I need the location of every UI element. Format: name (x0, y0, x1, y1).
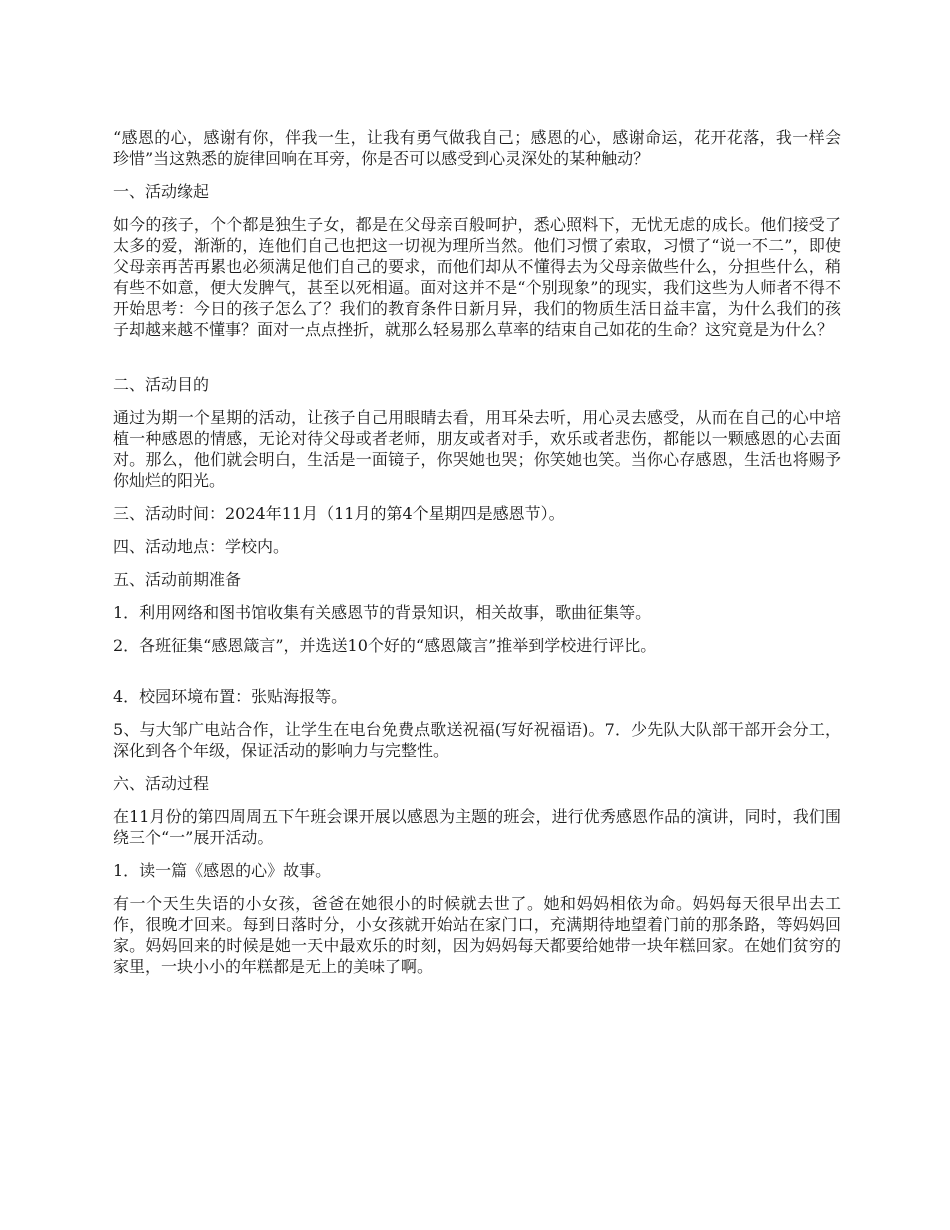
section-heading-origin: 一、活动缘起 (113, 182, 210, 201)
purpose-paragraph: 通过为期一个星期的活动，让孩子自己用眼睛去看，用耳朵去听，用心灵去感受，从而在自己的心中培植一种感恩的情感，无论对待父母或者老师，朋友或者对手，欢乐或者悲伤，都能以一颗感恩的心去面对。那么，他们就会明白，生活是一面镜子，你哭她也哭；你笑她也笑。当你心存感恩，生活也将赐予你灿烂的阳光。 (113, 408, 841, 490)
section-heading-time: 三、活动时间：2024年11月（11月的第4个星期四是感恩节）。 (113, 504, 565, 523)
preparation-item-1: 1．利用网络和图书馆收集有关感恩节的背景知识，相关故事，歌曲征集等。 (113, 603, 652, 622)
document-body (113, 127, 841, 989)
preparation-item-2: 2．各班征集“感恩箴言”，并选送10个好的“感恩箴言”推举到学校进行评比。 (113, 636, 657, 655)
section-heading-location: 四、活动地点：学校内。 (113, 537, 290, 556)
intro-paragraph: “感恩的心，感谢有你，伴我一生，让我有勇气做我自己；感恩的心，感谢命运，花开花落，我一样会珍惜”当这熟悉的旋律回响在耳旁，你是否可以感受到心灵深处的某种触动？ (113, 128, 841, 168)
preparation-item-4: 4．校园环境布置：张贴海报等。 (113, 687, 348, 706)
process-paragraph: 在11月份的第四周周五下午班会课开展以感恩为主题的班会，进行优秀感恩作品的演讲，同时，我们围绕三个“一”展开活动。 (113, 807, 841, 847)
preparation-item-5: 5、与大邹广电站合作，让学生在电台免费点歌送祝福(写好祝福语)。7．少先队大队部干部开会分工，深化到各个年级，保证活动的影响力与完整性。 (113, 720, 841, 760)
section-heading-process: 六、活动过程 (113, 774, 210, 793)
story-paragraph: 有一个天生失语的小女孩，爸爸在她很小的时候就去世了。她和妈妈相依为命。妈妈每天很早出去工作，很晚才回来。每到日落时分，小女孩就开始站在家门口，充满期待地望着门前的那条路，等妈妈回家。妈妈回来的时候是她一天中最欢乐的时刻，因为妈妈每天都要给她带一块年糕回家。在她们贫穷的家里，一块小小的年糕都是无上的美味了啊。 (113, 894, 841, 976)
section-heading-purpose: 二、活动目的 (113, 375, 210, 394)
process-item-1: 1．读一篇《感恩的心》故事。 (113, 861, 332, 880)
section-heading-preparation: 五、活动前期准备 (113, 570, 242, 589)
origin-paragraph: 如今的孩子，个个都是独生子女，都是在父母亲百般呵护，悉心照料下，无忧无虑的成长。他们接受了太多的爱，渐渐的，连他们自己也把这一切视为理所当然。他们习惯了索取，习惯了“说一不二”，即使父母亲再苦再累也必须满足他们自己的要求，而他们却从不懂得去为父母亲做些什么，分担些什么，稍有些不如意，便大发脾气，甚至以死相逼。面对这并不是“个别现象”的现实，我们这些为人师者不得不开始思考：今日的孩子怎么了？我们的教育条件日新月异，我们的物质生活日益丰富，为什么我们的孩子却越来越不懂事？面对一点点挫折，就那么轻易那么草率的结束自己如花的生命？这究竟是为什么？ (113, 215, 841, 339)
